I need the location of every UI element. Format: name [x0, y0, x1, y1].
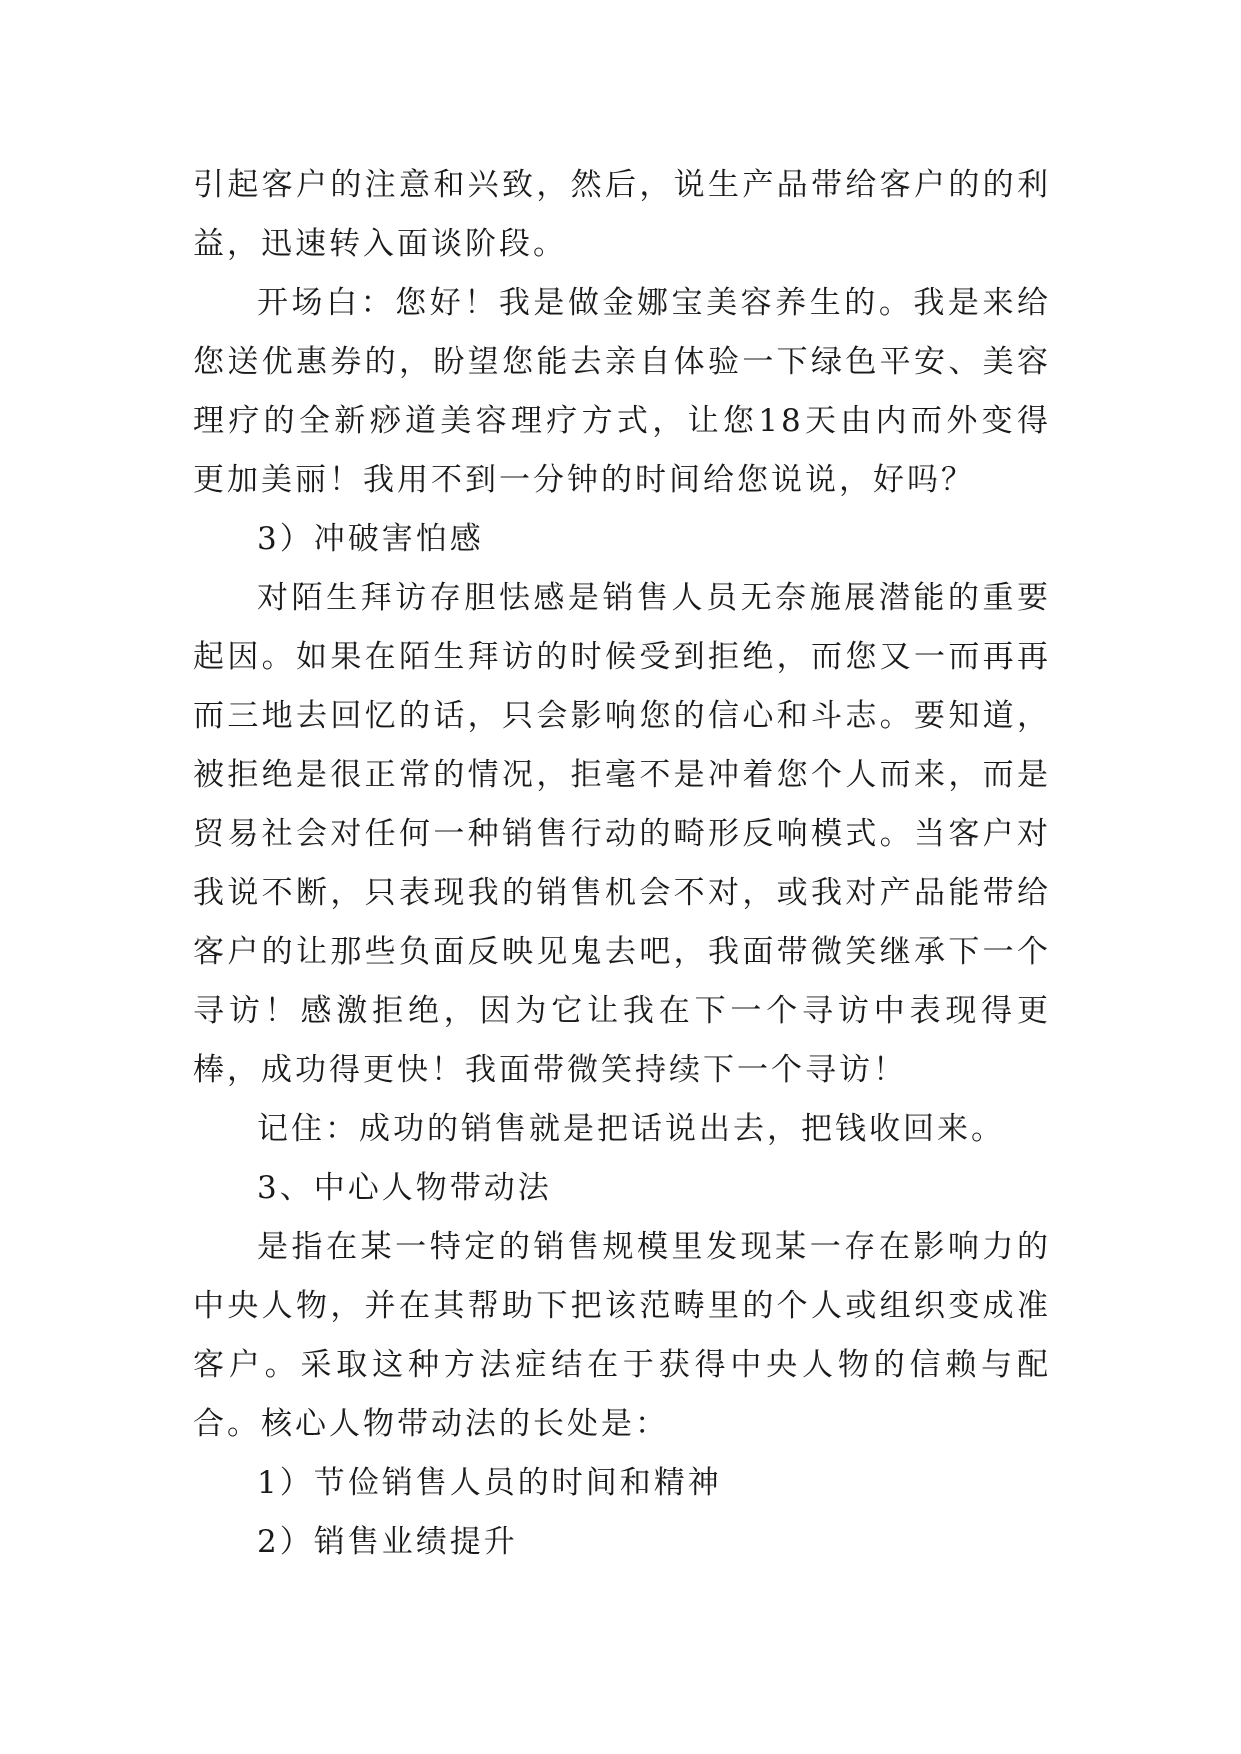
- paragraph: 3）冲破害怕感: [257, 521, 484, 557]
- paragraph: 对陌生拜访存胆怯感是销售人员无奈施展潜能的重要起因。如果在陌生拜访的时候受到拒绝，而您又一而再再而三地去回忆的话，只会影响您的信心和斗志。要知道，被拒绝是很正常的情况，拒毫不是冲着您个人而来，而是贸易社会对任何一种销售行动的畸形反响模式。当客户对我说不断，只表现我的销售机会不对，或我对产品能带给客户的让那些负面反映见鬼去吧，我面带微笑继承下一个寻访！感激拒绝，因为它让我在下一个寻访中表现得更棒，成功得更快！我面带微笑持续下一个寻访！: [193, 580, 1051, 1088]
- paragraph: 引起客户的注意和兴致，然后，说生产品带给客户的的利益，迅速转入面谈阶段。: [193, 167, 1051, 262]
- paragraph: 记住：成功的销售就是把话说出去，把钱收回来。: [257, 1111, 1005, 1147]
- paragraph: 是指在某一特定的销售规模里发现某一存在影响力的中央人物，并在其帮助下把该范畴里的个人或组织变成准客户。采取这种方法症结在于获得中央人物的信赖与配合。核心人物带动法的长处是：: [193, 1229, 1051, 1442]
- document-body: [193, 156, 1051, 1572]
- paragraph: 开场白：您好！我是做金娜宝美容养生的。我是来给您送优惠券的，盼望您能去亲自体验一下绿色平安、美容理疗的全新痧道美容理疗方式，让您18天由内而外变得更加美丽！我用不到一分钟的时间给您说说，好吗？: [193, 285, 1051, 498]
- list-item: 2）销售业绩提升: [257, 1524, 518, 1560]
- section-heading: 3、中心人物带动法: [257, 1170, 552, 1206]
- list-item: 1）节俭销售人员的时间和精神: [257, 1465, 722, 1501]
